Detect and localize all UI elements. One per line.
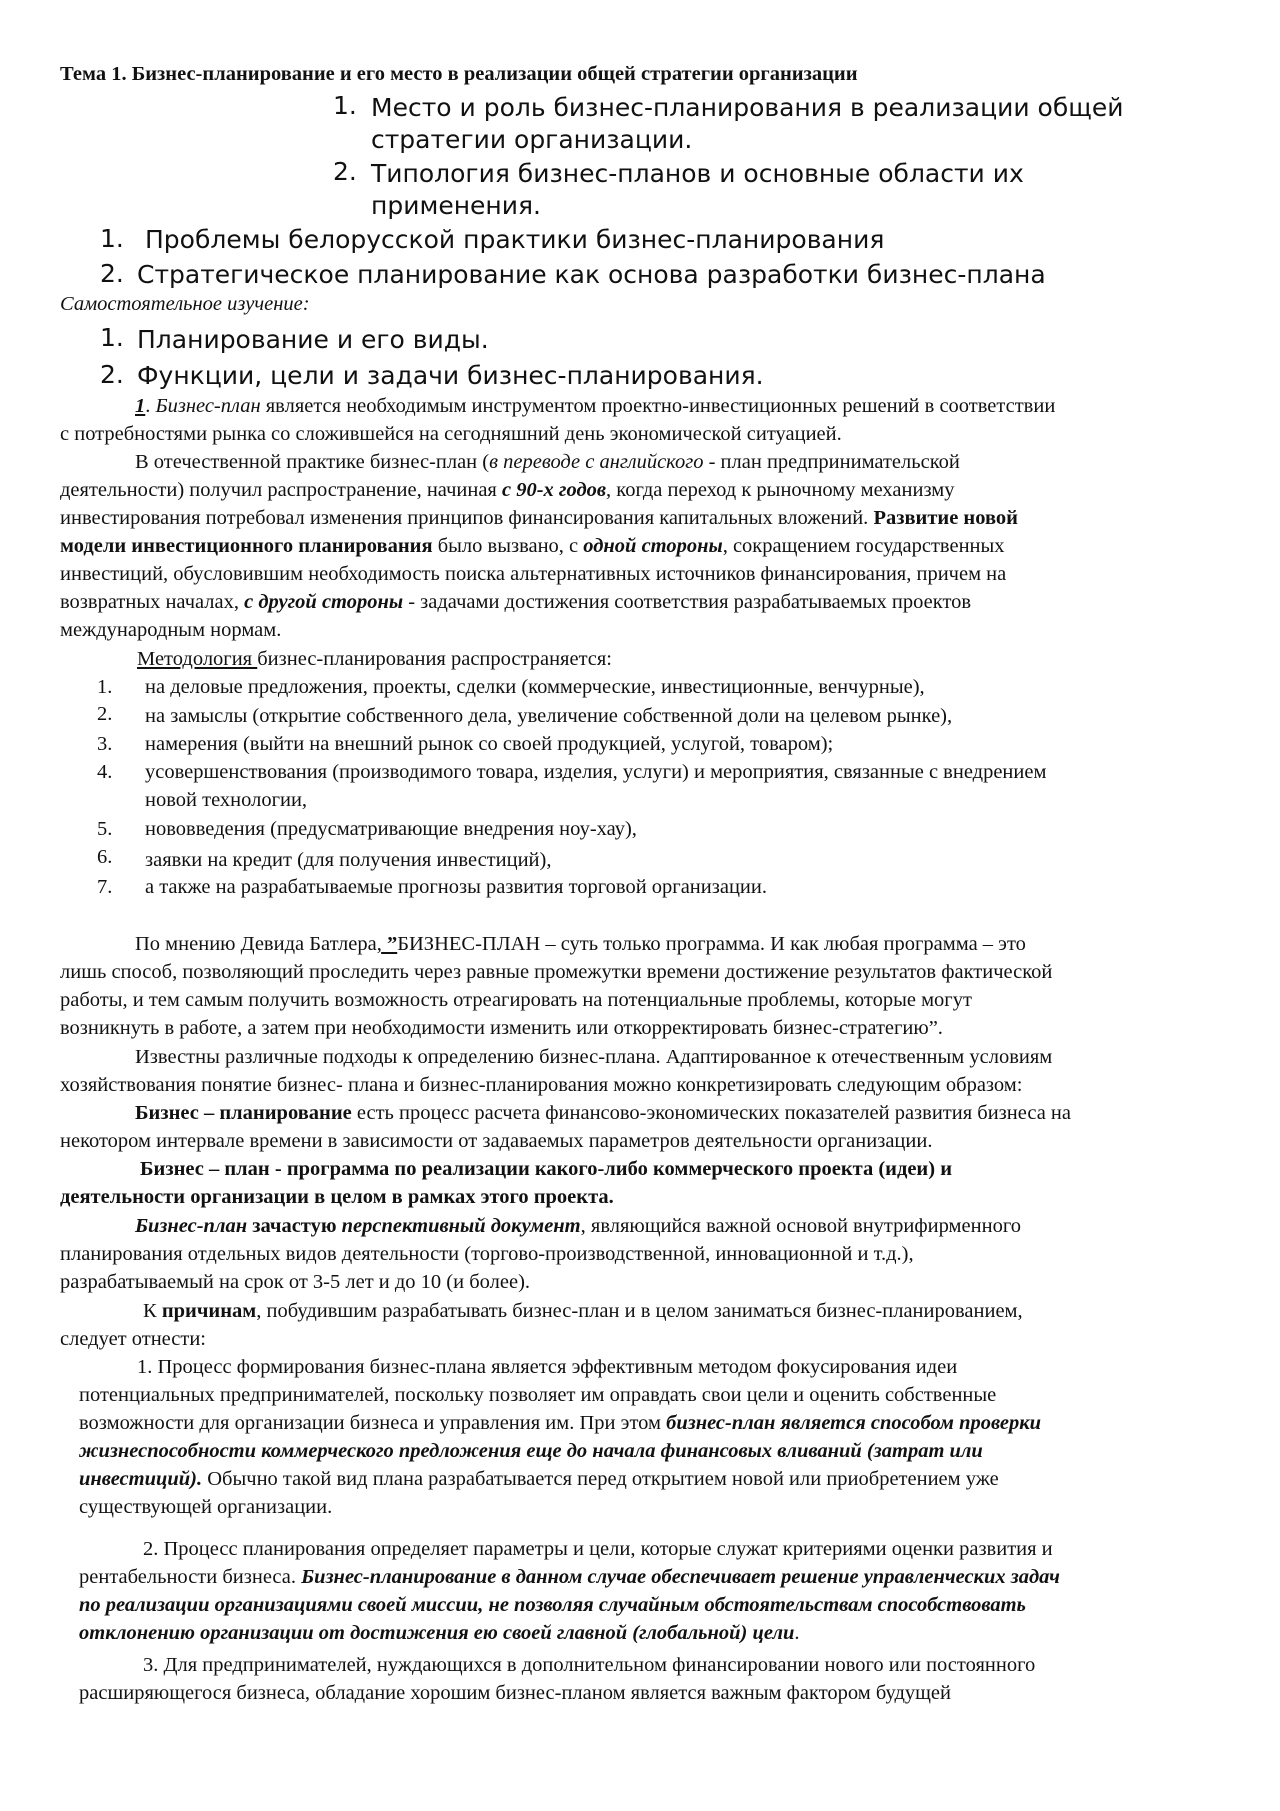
butler-quote-line-3: работы, и тем самым получить возможность отреагировать на потенциальные проблемы, которые могут bbox=[60, 989, 972, 1011]
text-fragment: В отечественной практике бизнес-план ( bbox=[135, 451, 490, 473]
text-fragment: , bbox=[376, 933, 382, 955]
definition-plan-line-2: деятельности организации в целом в рамках этого проекта. bbox=[60, 1186, 614, 1208]
outline-a1-number: 1. bbox=[333, 91, 357, 120]
outline-c2-text: Функции, цели и задачи бизнес-планирования. bbox=[137, 361, 764, 390]
emphasis: Бизнес-план bbox=[135, 1215, 248, 1237]
reason-1-line-5 bbox=[79, 1465, 999, 1493]
section-number: 1 bbox=[135, 395, 146, 417]
emphasis: перспективный документ bbox=[341, 1215, 581, 1237]
outline-b1-number: 1. bbox=[100, 224, 124, 253]
paragraph-2-line-7: международным нормам. bbox=[60, 619, 282, 641]
method-item-text: заявки на кредит (для получения инвестиций), bbox=[145, 849, 552, 871]
topic-title: Тема 1. Бизнес-планирование и его место в реализации общей стратегии организации bbox=[60, 63, 858, 85]
term-business-plan: Бизнес-план bbox=[155, 395, 261, 417]
method-item-text: на замыслы (открытие собственного дела, увеличение собственной доли на целевом рынке), bbox=[145, 705, 953, 727]
text-fragment: было вызвано, с bbox=[432, 535, 584, 557]
reason-2-line-4 bbox=[79, 1619, 800, 1647]
reason-1-line-6: существующей организации. bbox=[79, 1496, 333, 1518]
text-fragment: рентабельности бизнеса. bbox=[79, 1566, 302, 1588]
emphasis: одной стороны bbox=[583, 535, 723, 557]
paragraph-2-line-6 bbox=[60, 588, 971, 616]
text-fragment: возвратных началах, bbox=[60, 591, 245, 613]
reasons-intro-line-1 bbox=[143, 1297, 1023, 1325]
definition-planning-line-1 bbox=[135, 1099, 1071, 1127]
method-item-text-continued: новой технологии, bbox=[145, 789, 308, 811]
text-fragment: По мнению Девида Батлера bbox=[135, 933, 377, 955]
reason-1-line-2: потенциальных предпринимателей, поскольку позволяет им оправдать свои цели и оценить собственные bbox=[79, 1384, 997, 1406]
paragraph-2-line-2 bbox=[60, 476, 954, 504]
method-item-number: 6. bbox=[97, 846, 113, 868]
butler-quote-line-1 bbox=[135, 930, 1026, 958]
method-item-text: а также на разрабатываемые прогнозы развития торговой организации. bbox=[145, 876, 767, 898]
emphasis: в переводе с английского bbox=[489, 451, 704, 473]
method-item-number: 7. bbox=[97, 876, 113, 898]
text-fragment: бизнес-планирования распространяется: bbox=[257, 648, 613, 670]
method-item-number: 4. bbox=[97, 761, 113, 783]
outline-a1-line1: Место и роль бизнес-планирования в реализации общей bbox=[371, 93, 1124, 122]
outline-c1-text: Планирование и его виды. bbox=[137, 325, 489, 354]
text-fragment: , являющийся важной основой внутрифирменного bbox=[580, 1215, 1021, 1237]
outline-b2-text: Стратегическое планирование как основа разработки бизнес-плана bbox=[137, 260, 1046, 289]
emphasis: зачастую bbox=[247, 1215, 342, 1237]
text-fragment: К bbox=[143, 1300, 162, 1322]
method-item-text: намерения (выйти на внешний рынок со своей продукцией, услугой, товаром); bbox=[145, 733, 834, 755]
reason-2-line-2 bbox=[79, 1563, 1060, 1591]
outline-a2-number: 2. bbox=[333, 157, 357, 186]
reason-2-line-1: 2. Процесс планирования определяет параметры и цели, которые служат критериями оценки развития и bbox=[143, 1538, 1053, 1560]
self-study-label: Самостоятельное изучение: bbox=[60, 293, 310, 315]
outline-a2-line2: применения. bbox=[371, 191, 542, 220]
reason-3-line-2: расширяющегося бизнеса, обладание хорошим бизнес-планом является важным фактором будущей bbox=[79, 1682, 952, 1704]
outline-c2-number: 2. bbox=[100, 360, 124, 389]
paragraph-2-line-1 bbox=[135, 448, 960, 476]
emphasis: Развитие новой bbox=[873, 507, 1018, 529]
text-fragment: , когда переход к рыночному механизму bbox=[606, 479, 955, 501]
outline-b1-text: Проблемы белорусской практики бизнес-планирования bbox=[145, 225, 885, 254]
text-fragment: БИЗНЕС-ПЛАН – суть только программа. И как любая программа – это bbox=[397, 933, 1026, 955]
text-fragment: , сокращением государственных bbox=[722, 535, 1005, 557]
paragraph-2-line-3 bbox=[60, 504, 1018, 532]
emphasis: с 90-х годов bbox=[501, 479, 607, 501]
reason-1-line-1: 1. Процесс формирования бизнес-плана является эффективным методом фокусирования идеи bbox=[137, 1356, 958, 1378]
approaches-line-1: Известны различные подходы к определению бизнес-плана. Адаптированное к отечественным условиям bbox=[135, 1046, 1053, 1068]
term-methodology: Методология bbox=[137, 648, 258, 670]
paragraph-1-line-2: с потребностями рынка со сложившейся на сегодняшний день экономической ситуацией. bbox=[60, 423, 842, 445]
text-fragment: инвестирования потребовал изменения принципов финансирования капитальных вложений. bbox=[60, 507, 874, 529]
method-item-number: 2. bbox=[97, 703, 113, 725]
butler-quote-line-4: возникнуть в работе, а затем при необходимости изменить или откорректировать бизнес-стратегию”. bbox=[60, 1017, 943, 1039]
emphasis: отклонению организации от достижения ею своей главной (глобальной) цели bbox=[79, 1622, 795, 1644]
term-business-planning: Бизнес – планирование bbox=[135, 1102, 352, 1124]
emphasis: Бизнес-планирование в данном случае обеспечивает решение управленческих задач bbox=[301, 1566, 1060, 1588]
emphasis: с другой стороны bbox=[244, 591, 404, 613]
reasons-intro-line-2: следует отнести: bbox=[60, 1328, 206, 1350]
reason-2-line-3: по реализации организациями своей миссии, не позволяя случайным обстоятельствам способствовать bbox=[79, 1594, 1026, 1616]
definition-plan-line-1: Бизнес – план - программа по реализации какого-либо коммерческого проекта (идеи) и bbox=[140, 1158, 953, 1180]
definition-perspective-line-3: разрабатываемый на срок от 3-5 лет и до 10 (и более). bbox=[60, 1271, 531, 1293]
text-fragment: деятельности) получил распространение, начиная bbox=[60, 479, 502, 501]
methodology-intro bbox=[137, 645, 612, 673]
method-item-text: нововведения (предусматривающие внедрения ноу-хау), bbox=[145, 818, 637, 840]
reason-1-line-4: жизнеспособности коммерческого предложения еще до начала финансовых вливаний (затрат или bbox=[79, 1440, 983, 1462]
emphasis: бизнес-план является способом проверки bbox=[666, 1412, 1042, 1434]
method-item-text: усовершенствования (производимого товара, изделия, услуги) и мероприятия, связанные с внедрением bbox=[145, 761, 1047, 783]
definition-planning-line-2: некотором интервале времени в зависимости от задаваемых параметров деятельности организации. bbox=[60, 1130, 933, 1152]
text-fragment: , побудившим разрабатывать бизнес-план и в целом заниматься бизнес-планированием, bbox=[256, 1300, 1023, 1322]
paragraph-2-line-5: инвестиций, обусловившим необходимость поиска альтернативных источников финансирования, причем на bbox=[60, 563, 1007, 585]
emphasis: причинам bbox=[161, 1300, 257, 1322]
emphasis: инвестиций). bbox=[79, 1468, 203, 1490]
text-fragment: возможности для организации бизнеса и управления им. При этом bbox=[79, 1412, 667, 1434]
reason-1-line-3 bbox=[79, 1409, 1041, 1437]
text-fragment: . bbox=[794, 1622, 800, 1644]
paragraph-2-line-4 bbox=[60, 532, 1005, 560]
outline-b2-number: 2. bbox=[100, 259, 124, 288]
quote-mark: ” bbox=[381, 933, 398, 955]
outline-a1-line2: стратегии организации. bbox=[371, 125, 693, 154]
butler-quote-line-2: лишь способ, позволяющий проследить через равные промежутки времени достижение результатов фактической bbox=[60, 961, 1053, 983]
approaches-line-2: хозяйствования понятие бизнес- плана и бизнес-планирования можно конкретизировать следующим образом: bbox=[60, 1074, 1023, 1096]
method-item-number: 5. bbox=[97, 818, 113, 840]
outline-a2-line1: Типология бизнес-планов и основные области их bbox=[371, 159, 1024, 188]
method-item-number: 1. bbox=[97, 676, 113, 698]
text-fragment: Обычно такой вид плана разрабатывается перед открытием новой или приобретением уже bbox=[202, 1468, 999, 1490]
text-fragment: . bbox=[145, 395, 156, 417]
reason-3-line-1: 3. Для предпринимателей, нуждающихся в дополнительном финансировании нового или постоянного bbox=[143, 1654, 1036, 1676]
text-fragment: - задачами достижения соответствия разрабатываемых проектов bbox=[403, 591, 972, 613]
method-item-number: 3. bbox=[97, 733, 113, 755]
paragraph-1-line-1 bbox=[135, 392, 1055, 420]
text-fragment: есть процесс расчета финансово-экономических показателей развития бизнеса на bbox=[351, 1102, 1071, 1124]
outline-c1-number: 1. bbox=[100, 323, 124, 352]
definition-perspective-line-1 bbox=[135, 1212, 1021, 1240]
definition-perspective-line-2: планирования отдельных видов деятельности (торгово-производственной, инновационной и т.д.), bbox=[60, 1243, 914, 1265]
method-item-text: на деловые предложения, проекты, сделки (коммерческие, инвестиционные, венчурные), bbox=[145, 676, 925, 698]
text-fragment: является необходимым инструментом проектно-инвестиционных решений в соответствии bbox=[260, 395, 1056, 417]
emphasis: модели инвестиционного планирования bbox=[60, 535, 433, 557]
text-fragment: - план предпринимательской bbox=[703, 451, 960, 473]
